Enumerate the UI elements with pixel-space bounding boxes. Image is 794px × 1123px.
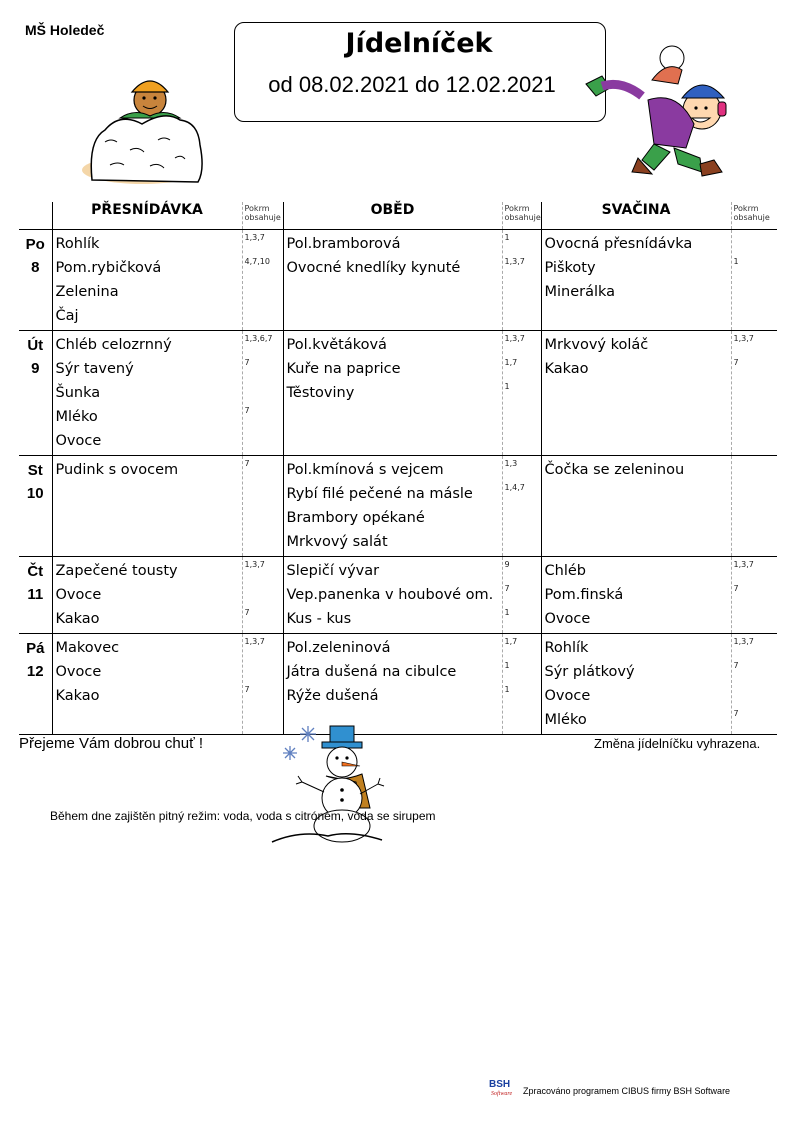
child-throwing-snowball-illustration [582,40,742,185]
lunch-items [283,634,502,735]
allergen-codes [732,458,778,482]
allergen-codes: 1,7 [504,637,518,646]
allergen-codes: 1,3,7 [244,560,265,569]
menu-item: Chléb celozrnný [55,337,172,353]
breakfast-allergens [242,331,283,456]
empty-line [243,482,283,506]
menu-day-row [19,456,777,557]
menu-change-note: Změna jídelníčku vyhrazena. [594,736,761,751]
empty-line [503,280,541,304]
day-column-header [19,202,52,230]
lunch-allergens [502,634,541,735]
snack-allergens [731,230,777,331]
snack-column-header: SVAČINA [541,202,731,230]
allergen-codes: 1,3,7 [504,257,525,266]
empty-line [53,506,242,530]
allergen-codes: 1 [504,685,510,694]
breakfast-items [52,456,242,557]
menu-item: Ovoce [55,587,102,603]
empty-line [542,482,731,506]
day-name: Pá [26,640,45,657]
empty-line [284,304,502,328]
menu-item: Kus - kus [286,611,352,627]
menu-item: Ovoce [544,688,591,704]
empty-line [542,429,731,453]
menu-item: Zelenina [55,284,119,300]
allergen-codes: 1,7 [504,358,518,367]
allergen-codes: 1,4,7 [504,483,525,492]
empty-line [732,482,778,506]
empty-line [732,405,778,429]
day-label [19,634,52,735]
day-name: St [27,462,43,479]
empty-line [243,506,283,530]
menu-item: Kakao [55,611,100,627]
menu-item: Čočka se zeleninou [544,462,685,478]
empty-line [503,405,541,429]
snack-items [541,331,731,456]
day-date: 8 [31,259,40,276]
breakfast-items [52,634,242,735]
breakfast-items [52,331,242,456]
menu-item: Mrkvový koláč [544,337,649,353]
empty-line [284,429,502,453]
bon-appetit-text: Přejeme Vám dobrou chuť ! [19,735,204,752]
empty-line [732,304,778,328]
empty-line [53,530,242,554]
breakfast-allergens [242,634,283,735]
breakfast-items [52,230,242,331]
empty-line [542,405,731,429]
day-name: Čt [27,563,44,580]
allergen-codes: 7 [733,358,739,367]
software-note: Zpracováno programem CIBUS firmy BSH Software [523,1086,731,1096]
snack-allergens [731,634,777,735]
menu-item: Pol.zeleninová [286,640,391,656]
day-date: 9 [31,360,40,377]
menu-item: Ovocné knedlíky kynuté [286,260,461,276]
empty-line [542,530,731,554]
menu-day-row [19,634,777,735]
allergen-codes [243,429,283,453]
allergen-codes: 9 [504,560,510,569]
allergen-codes: 4,7,10 [244,257,270,266]
child-snow-fort-illustration [80,70,210,190]
menu-item: Ovoce [55,433,102,449]
empty-line [53,708,242,732]
allergen-codes [732,232,778,256]
menu-item: Sýr plátkový [544,664,635,680]
allergen-codes: 7 [733,661,739,670]
empty-line [542,381,731,405]
allergen-codes [243,583,283,607]
allergen-codes [732,684,778,708]
menu-item: Minerálka [544,284,616,300]
day-label [19,331,52,456]
breakfast-items [52,557,242,634]
menu-item: Brambory opékané [286,510,425,526]
lunch-items [283,456,502,557]
menu-item: Vep.panenka v houbové om. [286,587,494,603]
allergen-codes [732,607,778,631]
snack-items [541,634,731,735]
menu-item: Ovoce [544,611,591,627]
lunch-allergens [502,456,541,557]
day-label [19,456,52,557]
day-name: Út [27,337,44,354]
menu-item: Zapečené tousty [55,563,178,579]
drinking-regime-note: Během dne zajištěn pitný režim: voda, voda s citrónem, voda se sirupem [50,809,436,823]
allergen-codes: 1 [504,233,510,242]
allergen-codes: 7 [244,608,250,617]
allergen-codes [732,280,778,304]
empty-line [542,304,731,328]
school-name: MŠ Holedeč [25,22,105,38]
allergen-codes: 7 [733,709,739,718]
day-date: 11 [27,586,44,603]
day-label [19,557,52,634]
empty-line [732,530,778,554]
menu-item: Pom.finská [544,587,624,603]
snowflake-icon [283,726,316,760]
menu-item: Rohlík [544,640,589,656]
lunch-allergen-header: Pokrm obsahuje [502,202,541,230]
page-title: Jídelníček [345,28,493,59]
allergen-codes [243,280,283,304]
breakfast-allergens [242,557,283,634]
menu-day-row [19,557,777,634]
allergen-codes [243,381,283,405]
menu-item: Kakao [544,361,589,377]
empty-line [284,280,502,304]
empty-line [732,381,778,405]
empty-line [503,304,541,328]
day-date: 12 [26,663,44,680]
bsh-logo: BSH Software [489,1079,513,1097]
allergen-codes: 7 [244,685,250,694]
snack-items [541,456,731,557]
lunch-items [283,230,502,331]
menu-item: Šunka [55,385,101,401]
menu-item: Pol.kmínová s vejcem [286,462,444,478]
empty-line [243,530,283,554]
menu-item: Ovocná přesnídávka [544,236,693,252]
menu-item: Chléb [544,563,586,579]
lunch-allergens [502,230,541,331]
menu-item: Makovec [55,640,120,656]
menu-item: Mrkvový salát [286,534,388,550]
menu-item: Mléko [55,409,98,425]
menu-item: Kakao [55,688,100,704]
breakfast-allergens [242,456,283,557]
menu-item: Pudink s ovocem [55,462,179,478]
day-date: 10 [26,485,44,502]
menu-item: Pom.rybičková [55,260,162,276]
allergen-codes: 1 [733,257,739,266]
snack-allergens [731,557,777,634]
menu-item: Sýr tavený [55,361,134,377]
snack-allergen-header: Pokrm obsahuje [733,204,770,222]
allergen-codes: 7 [244,406,250,415]
snack-allergens [731,456,777,557]
allergen-codes: 1,3,7 [244,233,265,242]
menu-day-row [19,331,777,456]
lunch-items [283,557,502,634]
snack-items [541,230,731,331]
allergen-codes [243,304,283,328]
menu-item: Rohlík [55,236,100,252]
snack-allergens [731,331,777,456]
snack-items [541,557,731,634]
allergen-codes: 1,3,7 [733,334,754,343]
breakfast-allergens [242,230,283,331]
allergen-codes: 7 [733,584,739,593]
menu-item: Těstoviny [286,385,355,401]
menu-item: Játra dušená na cibulce [286,664,457,680]
allergen-codes: 1,3,7 [504,334,525,343]
menu-item: Slepičí vývar [286,563,380,579]
empty-line [503,429,541,453]
menu-item: Rybí filé pečené na másle [286,486,473,502]
day-name: Po [25,236,45,253]
menu-table [19,202,777,735]
empty-line [53,482,242,506]
allergen-codes [503,506,541,530]
day-label [19,230,52,331]
table-header-row [19,202,777,230]
menu-period: od 08.02.2021 do 12.02.2021 [268,72,556,97]
snowman-illustration [270,722,385,844]
empty-line [732,429,778,453]
allergen-codes: 1 [504,382,510,391]
menu-item: Mléko [544,712,587,728]
lunch-column-header: OBĚD [283,202,502,230]
allergen-codes: 7 [244,459,250,468]
allergen-codes: 7 [504,584,510,593]
allergen-codes: 1,3 [504,459,518,468]
empty-line [732,506,778,530]
allergen-codes: 1,3,7 [733,560,754,569]
lunch-items [283,331,502,456]
menu-item: Piškoty [544,260,596,276]
menu-item: Kuře na paprice [286,361,401,377]
allergen-codes: 1 [504,661,510,670]
empty-line [503,708,541,732]
lunch-allergens [502,331,541,456]
allergen-codes [503,530,541,554]
allergen-codes: 1,3,6,7 [244,334,273,343]
breakfast-column-header: PŘESNÍDÁVKA [52,202,242,230]
menu-item: Pol.květáková [286,337,387,353]
breakfast-allergen-header: Pokrm obsahuje [242,202,283,230]
allergen-codes: 1,3,7 [733,637,754,646]
allergen-codes [243,660,283,684]
allergen-codes: 1,3,7 [244,637,265,646]
menu-item: Pol.bramborová [286,236,401,252]
empty-line [542,506,731,530]
allergen-codes: 7 [244,358,250,367]
allergen-codes: 1 [504,608,510,617]
menu-item: Ovoce [55,664,102,680]
menu-item: Rýže dušená [286,688,379,704]
empty-line [284,405,502,429]
menu-item: Čaj [55,308,79,324]
lunch-allergens [502,557,541,634]
menu-day-row [19,230,777,331]
